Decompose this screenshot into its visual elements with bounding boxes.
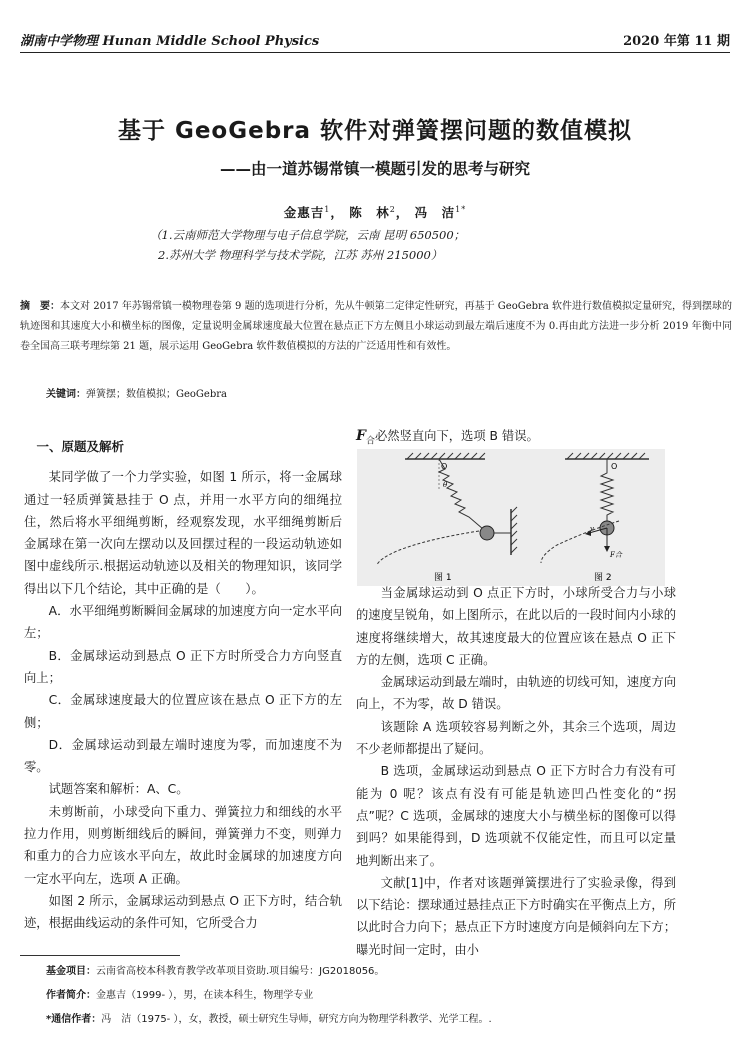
fund-label: 基金项目： [46, 966, 96, 977]
problem-paragraph: 某同学做了一个力学实验，如图 1 所示，将一金属球通过一轻质弹簧悬挂于 O 点，并用一水平方向的细绳拉住，然后将水平细绳剪断，经观察发现，水平细绳剪断后金属球在第一次向左摆动以及回摆过程的一段运动轨迹如图中虚线所示.根据运动轨迹以及相关的物理知识，该同学得出以下几个结论，其中正确的是（ ）。 [24, 470, 342, 596]
left-column [24, 436, 342, 935]
option-b: B．金属球运动到悬点 O 正下方时所受合力方向竖直向上； [24, 648, 342, 685]
keywords [46, 385, 227, 400]
author-affil-mark: 1* [455, 204, 467, 214]
affiliations [150, 225, 610, 265]
metal-ball [480, 526, 494, 540]
figure-1 [377, 453, 517, 583]
body-paragraph: 该题除 A 选项较容易判断之外，其余三个选项，周边不少老师都提出了疑问。 [356, 719, 676, 757]
paper-subtitle: ——由一道苏锡常镇一模题引发的思考与研究 [219, 160, 530, 178]
author-note-label: 作者简介： [46, 990, 96, 1001]
affiliation-line: 2.苏州大学 物理科学与技术学院，江苏 苏州 215000） [158, 248, 443, 262]
fig1-o-label: O [441, 462, 448, 471]
footnote-rule [20, 955, 180, 956]
trajectory [377, 531, 479, 565]
journal-name: 湖南中学物理 Hunan Middle School Physics [20, 34, 320, 49]
affiliation-line: （1.云南师范大学物理与电子信息学院，云南 昆明 650500； [150, 228, 466, 242]
velocity-label: v [590, 525, 594, 533]
force-symbol: F [356, 428, 366, 444]
section-heading: 一、原题及解析 [36, 439, 125, 454]
author-affil-mark: 1 [324, 204, 331, 214]
body-paragraph: B 选项，金属球运动到悬点 O 正下方时合力有没有可能为 0 呢？该点有没有可能是轨迹凹凸性变化的“拐点”呢？C 选项，金属球的速度大小与横坐标的图像可以得到吗？如果能得到，D 选项就不仅能定性，而且可以定量地判断出来了。 [356, 764, 676, 868]
author-name: 冯 洁 [414, 205, 456, 220]
keywords-label: 关键词： [46, 389, 86, 400]
right-column-body [356, 582, 676, 961]
body-paragraph: 当金属球运动到 O 点正下方时，小球所受合力与小球的速度呈锐角，如上图所示，在此以后的一段时间内小球的速度将继续增大，故其速度最大的位置应该在悬点 O 正下方的左侧，选项 C 正确。 [356, 586, 676, 667]
correspondence-label: *通信作者： [46, 1014, 102, 1025]
fund-text: 云南省高校本科教育教学改革项目资助.项目编号：JG2018056。 [96, 966, 385, 977]
wall-hatch [511, 507, 517, 553]
figure-pendulum [357, 449, 665, 586]
force-label: F合 [610, 551, 622, 559]
running-header [20, 30, 730, 50]
option-d: D．金属球运动到最左端时速度为零，而加速度不为零。 [24, 737, 342, 775]
option-c: C．金属球速度最大的位置应该在悬点 O 正下方的左侧； [24, 693, 342, 730]
figure-2 [541, 453, 649, 583]
body-paragraph: 金属球运动到最左端时，由轨迹的切线可知，速度方向向上，不为零，故 D 错误。 [356, 675, 676, 712]
abstract-text: 本文对 2017 年苏锡常镇一模物理卷第 9 题的选项进行分析，先从牛顿第二定律定性研究，再基于 GeoGebra 软件进行数值模拟定量研究，得到摆球的轨迹图和其速度大小和横坐标的图像，定量说明金属球速度最大位置在悬点正下方左侧且小球运动到最左端后速度不为 0.再由此方法进一步分析 2019 年衡中同卷全国高三联考理综第 21 题，展示运用 GeoGebra 软件数值模拟的方法的广泛适用性和有效性。 [20, 301, 732, 352]
analysis-paragraph: 如图 2 所示，金属球运动到悬点 O 正下方时，结合轨迹，根据曲线运动的条件可知，它所受合力 [24, 893, 342, 931]
paper-title: 基于 GeoGebra 软件对弹簧摆问题的数值模拟 [117, 118, 633, 144]
author-list: 金惠吉$^1$， 陈 林$^2$， 冯 洁$^{1*}$ [283, 204, 467, 220]
figure-svg [357, 449, 665, 586]
author-note [46, 984, 492, 1008]
force-subscript: 合 [365, 436, 375, 447]
author-name: 金惠吉 [283, 205, 325, 220]
footnotes [46, 960, 492, 1032]
option-a: A．水平细绳剪断瞬间金属球的加速度方向一定水平向左； [24, 604, 342, 641]
author-affil-mark: 2 [389, 204, 396, 214]
answer-line: 试题答案和解析：A、C。 [48, 782, 189, 797]
correspondence-note [46, 1008, 492, 1032]
keywords-text: 弹簧摆；数值模拟；GeoGebra [86, 389, 227, 400]
ceiling-hatch [407, 453, 485, 459]
fund-note [46, 960, 492, 984]
figure-2-label: 图 2 [594, 573, 612, 583]
body-paragraph: 文献[1]中，作者对该题弹簧摆进行了实验录像，得到以下结论：摆球通过悬挂点正下方时确实在平衡点上方，所以此时合力向下；悬点正下方时速度方向是倾斜向左下方；曝光时间一定时，由小 [356, 875, 676, 957]
fig2-o-label: O [611, 462, 618, 471]
issue-number: 2020 年第 11 期 [623, 34, 730, 49]
author-name: 陈 林 [349, 205, 390, 220]
figure-1-label: 图 1 [434, 573, 452, 583]
abstract-label: 摘 要： [20, 301, 61, 312]
author-note-text: 金惠吉（1999- ），男，在读本科生，物理学专业 [96, 990, 314, 1001]
correspondence-text: 冯 洁（1975- ），女，教授，硕士研究生导师，研究方向为物理学科教学、光学工程。. [101, 1014, 492, 1025]
theta-label: θ [443, 481, 448, 489]
header-rule [20, 52, 730, 53]
continued-text: 必然竖直向下，选项 B 错误。 [374, 429, 539, 443]
ceiling-hatch [567, 453, 645, 459]
analysis-paragraph: 未剪断前，小球受向下重力、弹簧拉力和细线的水平拉力作用，则剪断细线后的瞬间，弹簧弹力不变，则弹力和重力的合力应该水平向左，故此时金属球的加速度方向一定水平向左，选项 A 正确。 [24, 804, 342, 886]
abstract [20, 297, 732, 357]
